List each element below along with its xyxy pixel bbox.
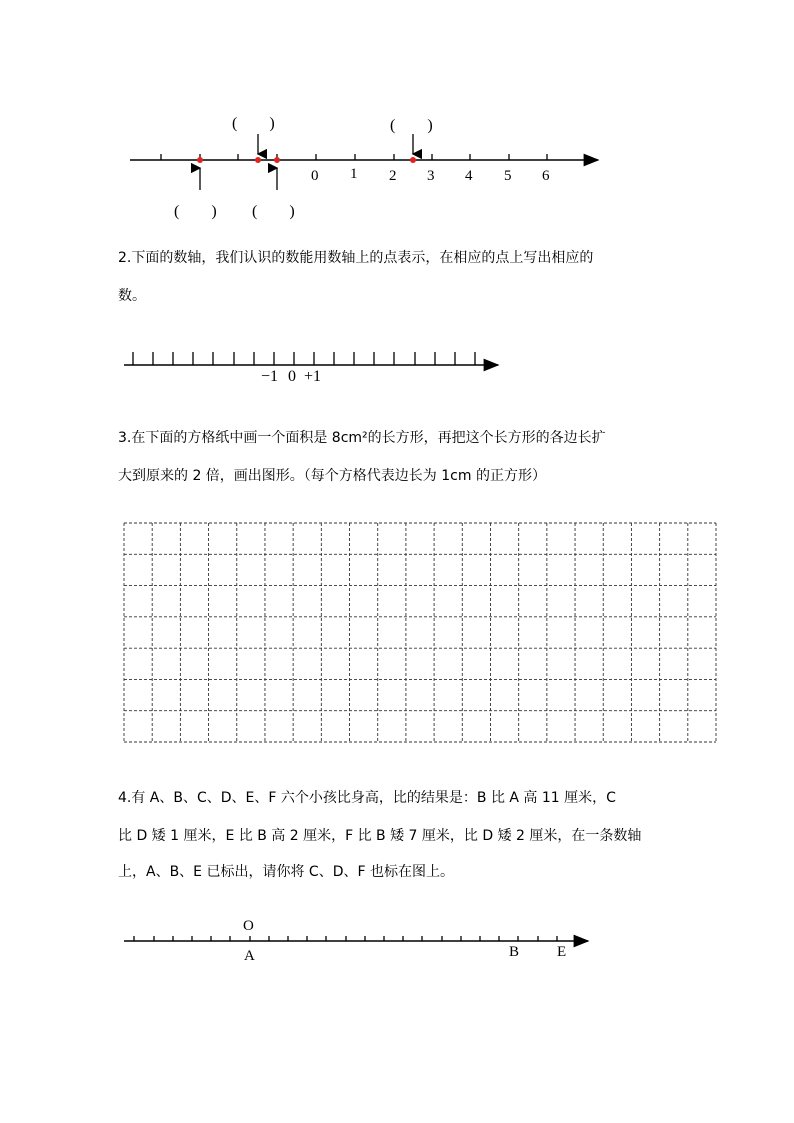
q2-text-line-2: 数。: [118, 288, 146, 304]
point-2: [255, 157, 261, 163]
axis-2-ticks: [133, 352, 475, 365]
label-e: E: [557, 944, 567, 960]
tick-label-2: 2: [389, 168, 397, 184]
number-line-4-figure: [0, 910, 794, 970]
number-line-2-svg: [0, 330, 794, 390]
tick-label-6: 6: [542, 168, 550, 184]
q3-text-line-1: 3.在下面的方格纸中画一个面积是 8cm²的长方形，再把这个长方形的各边长扩: [118, 430, 606, 446]
label-b: B: [509, 944, 520, 960]
tick-label-0: 0: [311, 168, 319, 184]
tick-label-5: 5: [504, 168, 512, 184]
q3-text-line-2: 大到原来的 2 倍，画出图形。（每个方格代表边长为 1cm 的正方形）: [118, 468, 546, 484]
label-origin-o: O: [243, 918, 254, 934]
q2-text-line-1: 2.下面的数轴，我们认识的数能用数轴上的点表示，在相应的点上写出相应的: [118, 250, 594, 266]
tick-label-3: 3: [427, 168, 435, 184]
axis2-label-plus1: +1: [304, 368, 322, 385]
q4-text-line-3: 上，A、B、E 已标出，请你将 C、D、F 也标在图上。: [118, 864, 454, 880]
axis2-label-minus1: −1: [261, 368, 279, 385]
answer-blank-top-1[interactable]: ( ): [232, 115, 275, 132]
q4-text-line-1: 4.有 A、B、C、D、E、F 六个小孩比身高，比的结果是：B 比 A 高 11 厘米，C: [118, 790, 616, 806]
tick-label-1: 1: [350, 166, 358, 182]
answer-blank-bottom-1[interactable]: ( ): [174, 203, 217, 220]
point-1: [197, 157, 203, 163]
number-line-2-figure: [0, 330, 794, 390]
tick-label-4: 4: [465, 168, 473, 184]
number-line-1-figure: [0, 0, 794, 230]
label-a: A: [244, 948, 255, 964]
point-3: [274, 157, 280, 163]
axis2-label-0: 0: [288, 368, 296, 385]
axis-ticks: [161, 154, 547, 160]
answer-blank-top-2[interactable]: ( ): [390, 117, 433, 134]
point-4: [410, 157, 416, 163]
number-line-4-svg: [0, 910, 794, 970]
answer-blank-bottom-2[interactable]: ( ): [252, 203, 295, 220]
q4-text-line-2: 比 D 矮 1 厘米，E 比 B 高 2 厘米，F 比 B 矮 7 厘米，比 D 矮 2 厘米，在一条数轴: [118, 828, 642, 844]
